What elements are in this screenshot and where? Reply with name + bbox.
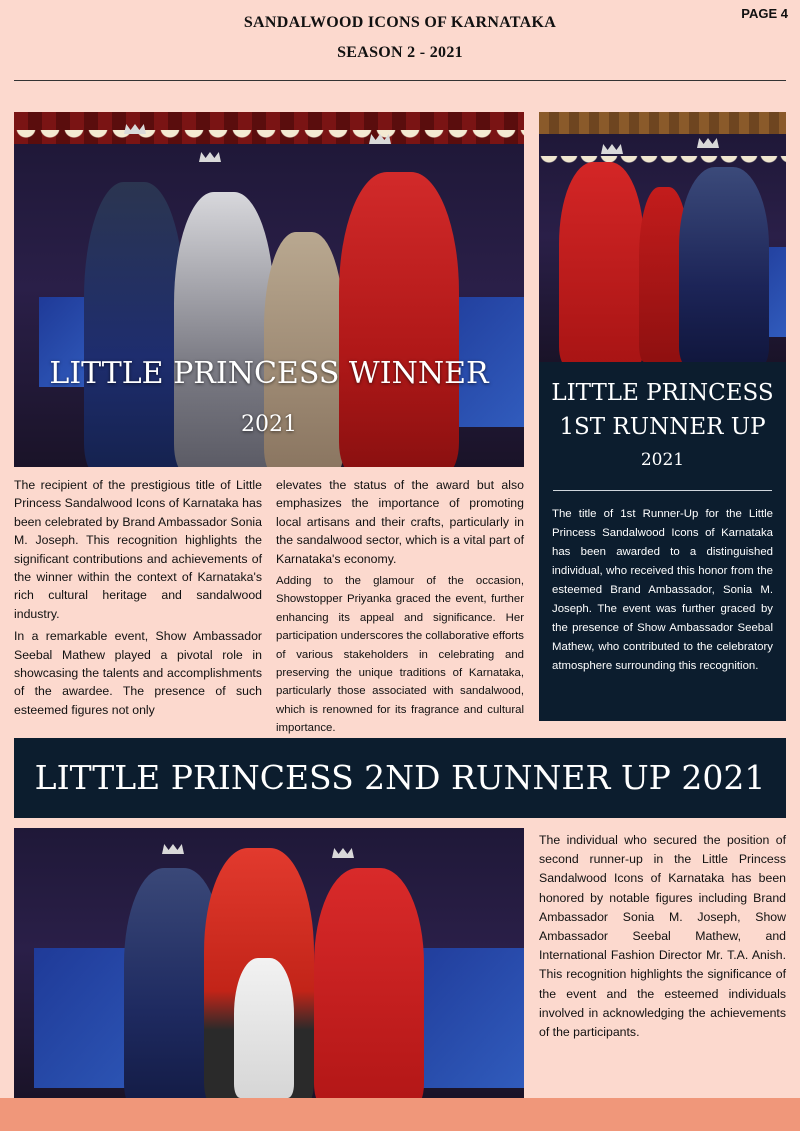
winner-col1-para2: In a remarkable event, Show Ambassador Seebal Mathew played a pivotal role in showcasing the talents and accomplishments of the awardee. The presence of such esteemed figures not only <box>14 629 262 717</box>
header-subtitle: SEASON 2 - 2021 <box>337 44 463 61</box>
winner-col2-para2: Adding to the glamour of the occasion, Showstopper Priyanka graced the event, further enhancing its appeal and significance. Her participation underscores the collaborative efforts of various stakeholders in celebrating and preserving the unique traditions of Karnataka, particularly those associated with sandalwood, which is renowned for its fragrance and cultural importance. <box>276 575 524 735</box>
runner1-divider <box>553 490 772 491</box>
winner-text-col1 <box>14 476 262 723</box>
page-number: PAGE 4 <box>741 6 788 21</box>
winner-col1-para1: The recipient of the prestigious title of Little Princess Sandalwood Icons of Karnataka has been celebrated by Brand Ambassador Sonia M. Joseph. This recognition highlights the significant contributions and achievements of the winner within the context of Karnataka's rich cultural heritage and sandalwood industry. <box>14 478 262 621</box>
runner1-panel <box>539 362 786 721</box>
runner1-body: The title of 1st Runner-Up for the Little Princess Sandalwood Icons of Karnataka has been awarded to a distinguished individual, who received this honor from the esteemed Brand Ambassador, Sonia M. Joseph. The event was further graced by the presence of Show Ambassador Seebal Mathew, who contributed to the celebratory atmosphere surrounding this recognition. <box>552 508 773 672</box>
header-divider <box>14 80 786 81</box>
winner-text-col2 <box>276 476 524 742</box>
runner2-banner: LITTLE PRINCESS 2ND RUNNER UP 2021 <box>14 738 786 818</box>
header-title: SANDALWOOD ICONS OF KARNATAKA <box>243 14 557 31</box>
runner1-year: 2021 <box>640 450 685 470</box>
winner-title: LITTLE PRINCESS WINNER <box>49 356 489 391</box>
footer-strip <box>0 1098 800 1131</box>
runner2-photo <box>14 828 524 1098</box>
winner-photo <box>14 112 524 467</box>
runner2-body: The individual who secured the position of second runner-up in the Little Princess Sandalwood Icons of Karnataka has been honored by notable figures including Brand Ambassador Sonia M. Joseph, Show Ambassador Seebal Mathew, and International Fashion Director Mr. T.A. Anish. This recognition highlights the significance of the event and the esteemed individuals involved in acknowledging the achievements of the participants. <box>539 833 786 1040</box>
runner1-title-line1: LITTLE PRINCESS <box>551 380 774 406</box>
runner1-photo <box>539 112 786 362</box>
winner-year: 2021 <box>241 412 297 437</box>
winner-col2-para1: elevates the status of the award but also emphasizes the importance of promoting local artisans and their crafts, particularly in the sandalwood sector, which is a vital part of Karnataka's economy. <box>276 478 524 566</box>
page-header <box>0 14 800 62</box>
runner1-title-line2: 1ST RUNNER UP <box>559 414 766 440</box>
